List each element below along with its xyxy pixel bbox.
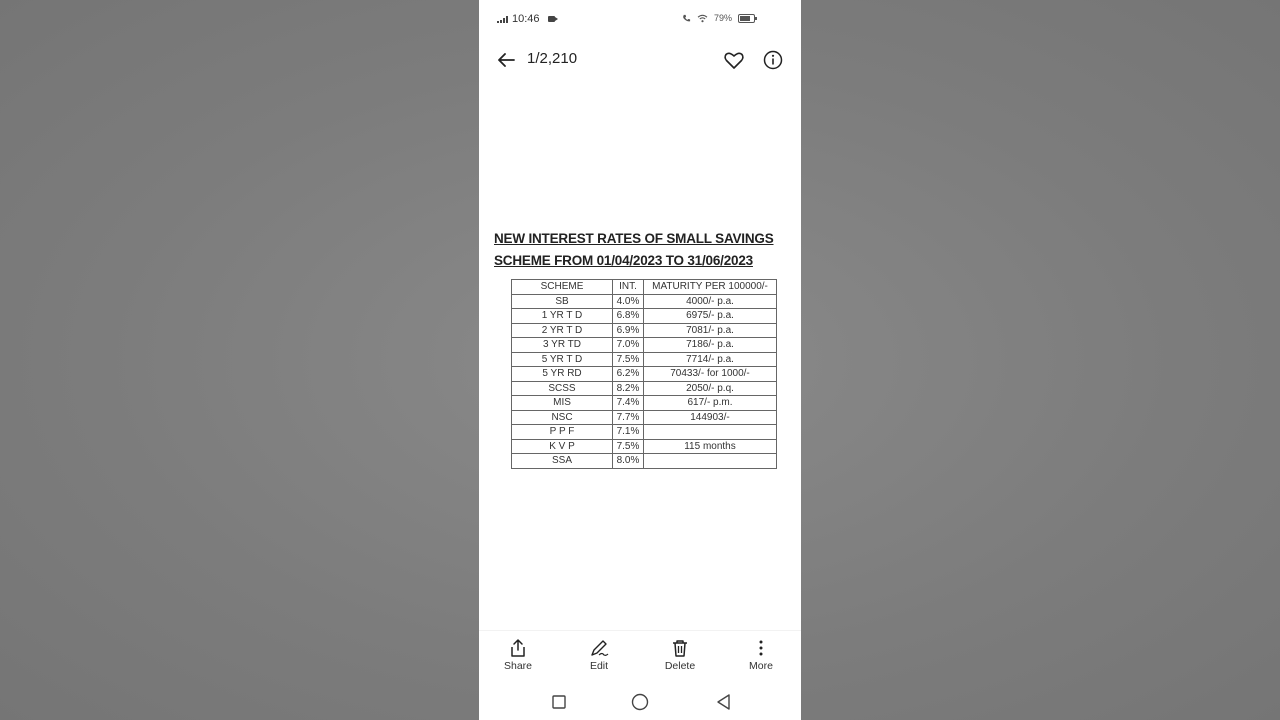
cell-interest: 8.0% [613,454,644,469]
cell-maturity: 7081/- p.a. [644,323,777,338]
cell-maturity: 7186/- p.a. [644,338,777,353]
share-icon [508,638,528,658]
cell-maturity [644,454,777,469]
table-row [512,425,777,440]
cell-scheme: K V P [512,439,613,454]
more-label: More [749,660,773,672]
header-maturity: MATURITY PER 100000/- [644,280,777,295]
scanned-document [479,220,801,480]
table-row [512,294,777,309]
cell-maturity: 115 months [644,439,777,454]
info-icon[interactable] [762,49,784,71]
share-button[interactable] [488,638,548,672]
cell-interest: 6.2% [613,367,644,382]
battery-icon [738,14,755,23]
cell-interest: 7.1% [613,425,644,440]
delete-label: Delete [664,660,696,672]
table-header-row [512,280,777,295]
cell-scheme: MIS [512,396,613,411]
edit-button[interactable] [569,638,629,672]
cell-interest: 6.9% [613,323,644,338]
cell-interest: 8.2% [613,381,644,396]
title-line-1: NEW INTEREST RATES OF SMALL SAVINGS [494,231,774,246]
system-navigation-bar [479,684,801,720]
cell-maturity: 617/- p.m. [644,396,777,411]
cell-interest: 7.5% [613,439,644,454]
more-vertical-icon [751,638,771,658]
home-circle-icon[interactable] [629,691,651,713]
table-row [512,381,777,396]
table-row [512,309,777,324]
table-row [512,352,777,367]
cell-interest: 7.7% [613,410,644,425]
battery-percent: 79% [713,13,732,23]
call-icon [682,14,691,23]
title-line-2: SCHEME FROM 01/04/2023 TO 31/06/2023 [494,253,753,268]
header-interest: INT. [613,280,644,295]
table-row [512,396,777,411]
back-triangle-icon[interactable] [713,691,735,713]
cell-maturity: 144903/- [644,410,777,425]
cell-interest: 4.0% [613,294,644,309]
trash-icon [670,638,690,658]
table-row [512,439,777,454]
edit-label: Edit [589,660,609,672]
signal-icon [497,16,508,23]
heart-icon[interactable] [723,49,745,71]
interest-rate-table [511,279,777,469]
status-bar [479,0,801,38]
header-scheme: SCHEME [512,280,613,295]
image-counter: 1/2,210 [527,50,578,67]
bottom-toolbar [479,630,801,679]
pen-icon [589,638,609,658]
share-label: Share [503,660,533,672]
cell-scheme: SCSS [512,381,613,396]
cell-maturity: 70433/- for 1000/- [644,367,777,382]
cell-scheme: 2 YR T D [512,323,613,338]
viewer-top-bar [479,40,801,80]
recents-square-icon[interactable] [548,691,570,713]
cell-scheme: P P F [512,425,613,440]
cell-interest: 7.4% [613,396,644,411]
cell-interest: 7.5% [613,352,644,367]
status-time: 10:46 [512,13,540,25]
cell-interest: 7.0% [613,338,644,353]
cell-scheme: SSA [512,454,613,469]
cell-scheme: NSC [512,410,613,425]
phone-screen [479,0,801,720]
back-arrow-icon[interactable] [495,49,517,71]
table-row [512,367,777,382]
cell-maturity: 4000/- p.a. [644,294,777,309]
cell-scheme: 1 YR T D [512,309,613,324]
wifi-icon [697,14,708,23]
video-camera-icon [548,16,555,22]
cell-scheme: 5 YR RD [512,367,613,382]
table-row [512,323,777,338]
delete-button[interactable] [650,638,710,672]
table-row [512,338,777,353]
cell-maturity: 7714/- p.a. [644,352,777,367]
cell-maturity: 2050/- p.q. [644,381,777,396]
cell-scheme: 5 YR T D [512,352,613,367]
table-row [512,454,777,469]
cell-interest: 6.8% [613,309,644,324]
cell-maturity [644,425,777,440]
cell-scheme: 3 YR TD [512,338,613,353]
cell-scheme: SB [512,294,613,309]
document-title [494,228,794,272]
more-button[interactable] [731,638,791,672]
table-row [512,410,777,425]
cell-maturity: 6975/- p.a. [644,309,777,324]
